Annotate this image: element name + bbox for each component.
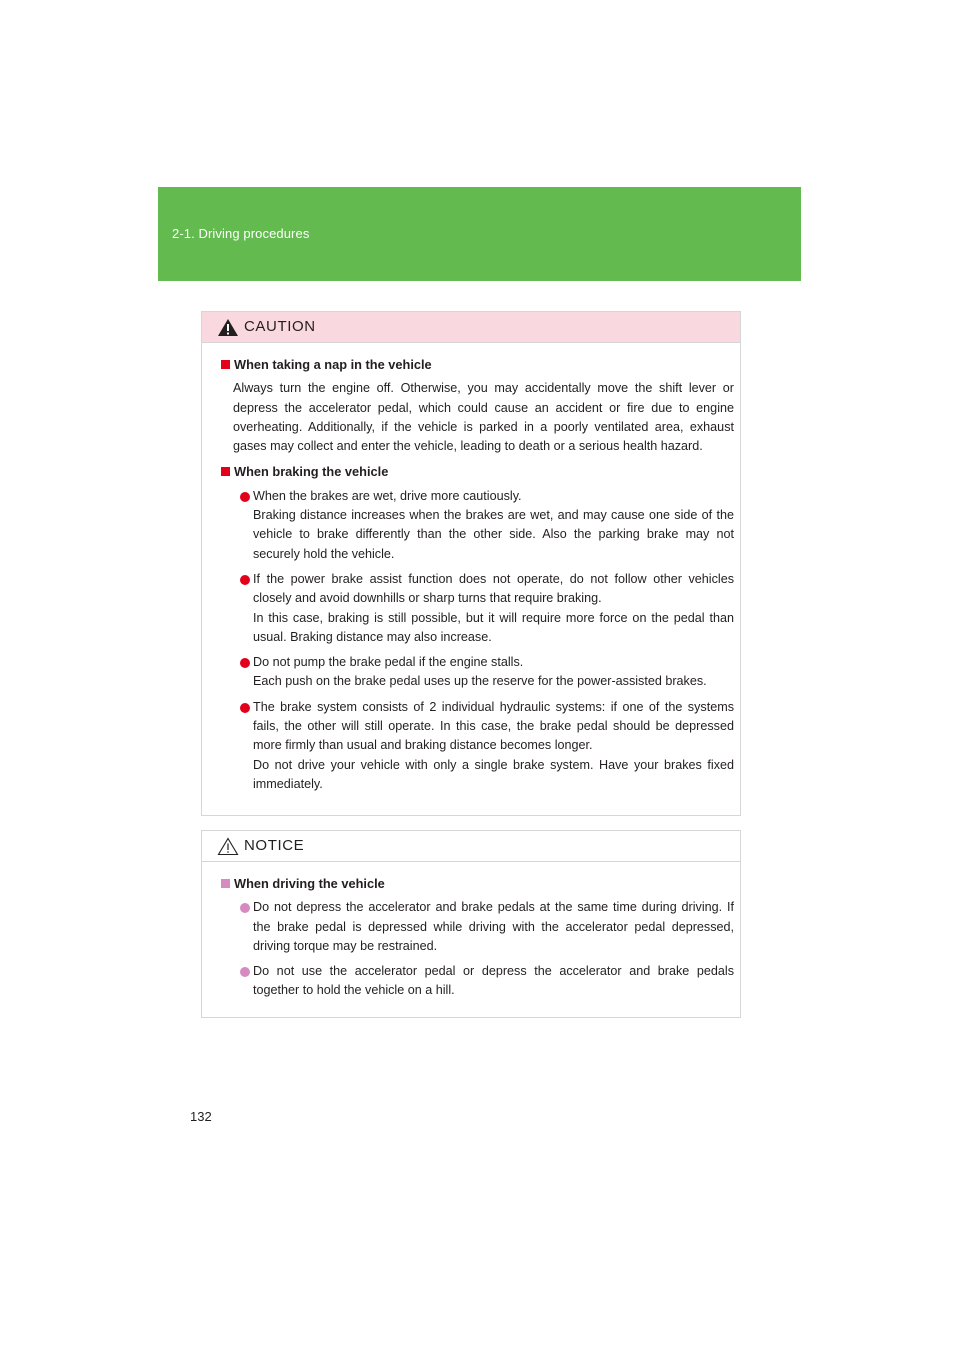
warning-outline-icon [217, 837, 239, 856]
header-band [158, 187, 801, 281]
notice-header [202, 831, 740, 862]
caution-header [202, 312, 740, 343]
caution-heading-nap: When taking a nap in the vehicle [221, 355, 734, 374]
square-bullet-icon [221, 360, 230, 369]
list-item: Do not pump the brake pedal if the engine stalls. Each push on the brake pedal uses up the reserve for the power-assisted brakes. [221, 653, 734, 692]
notice-box [201, 830, 741, 1018]
caution-box [201, 311, 741, 816]
list-item: The brake system consists of 2 individual hydraulic systems: if one of the systems fails, the other will still operate. In this case, the brake pedal should be depressed more firmly than usual and braking distance becomes longer. Do not drive your vehicle with only a single brake system. Have your brakes fixed immediately. [221, 698, 734, 794]
notice-heading-driving: When driving the vehicle [221, 874, 734, 893]
list-item: Do not use the accelerator pedal or depress the accelerator and brake pedals together to hold the vehicle on a hill. [221, 962, 734, 1001]
square-bullet-icon [221, 467, 230, 476]
bullet-dot-icon [240, 703, 250, 713]
bullet-dot-icon [240, 967, 250, 977]
caution-heading-braking: When braking the vehicle [221, 462, 734, 481]
bullet-dot-icon [240, 658, 250, 668]
list-item: When the brakes are wet, drive more cautiously. Braking distance increases when the brakes are wet, and may cause one side of the vehicle to brake differently than the other side. Also the parking brake may not securely hold the vehicle. [221, 487, 734, 564]
square-bullet-icon [221, 879, 230, 888]
bullet-dot-icon [240, 903, 250, 913]
list-item: If the power brake assist function does not operate, do not follow other vehicles closely and avoid downhills or sharp turns that require braking. In this case, braking is still possible, but it will require more force on the pedal than usual. Braking distance may also increase. [221, 570, 734, 647]
bullet-dot-icon [240, 575, 250, 585]
bullet-dot-icon [240, 492, 250, 502]
notice-label: NOTICE [244, 837, 305, 854]
caution-label: CAUTION [244, 318, 316, 335]
warning-filled-icon [217, 318, 239, 337]
list-item: Do not depress the accelerator and brake pedals at the same time during driving. If the brake pedal is depressed while driving with the accelerator pedal depressed, driving torque may be restrained. [221, 898, 734, 956]
section-title: 2-1. Driving procedures [172, 226, 310, 241]
caution-nap-text: Always turn the engine off. Otherwise, you may accidentally move the shift lever or depress the accelerator pedal, which could cause an accident or fire due to engine overheating. Additionally, if the vehicle is parked in a poorly ventilated area, exhaust gases may collect and enter the vehicle, leading to death or a serious health hazard. [233, 381, 734, 454]
page-number: 132 [190, 1109, 212, 1124]
